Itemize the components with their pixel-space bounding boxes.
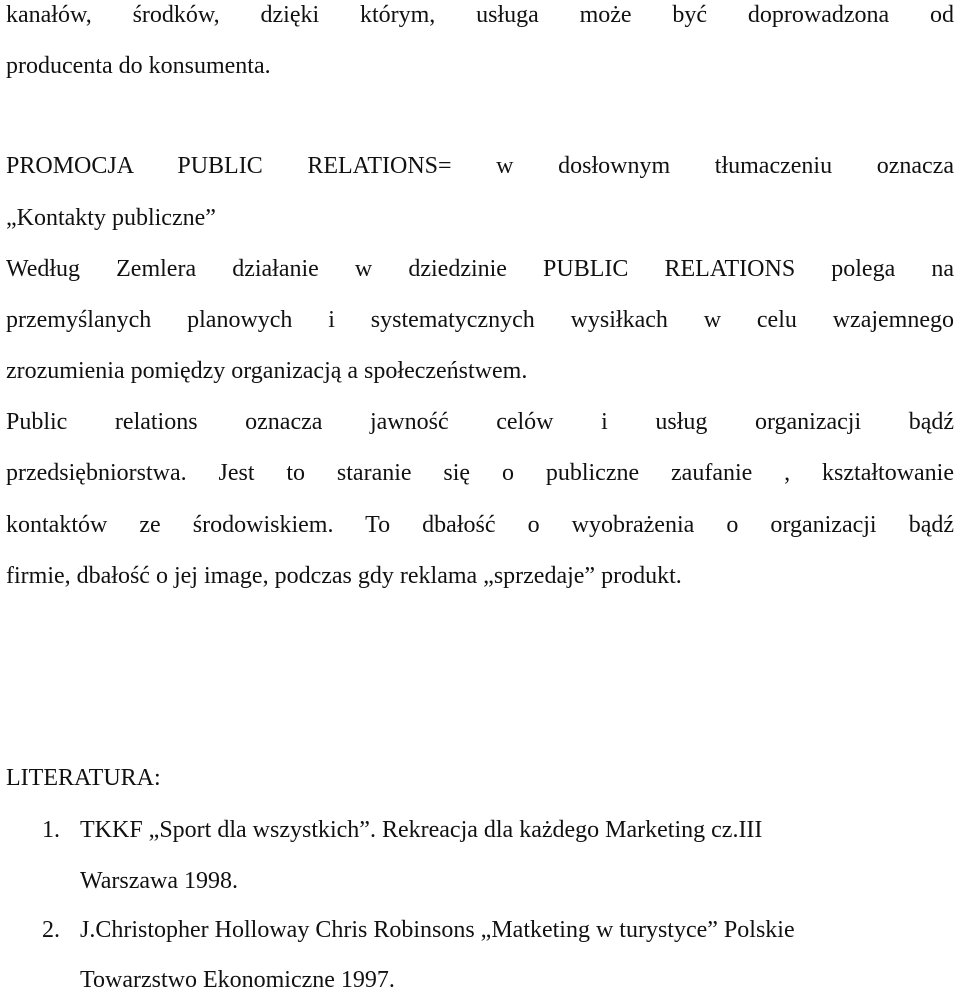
literature-item-number: 2. — [42, 917, 60, 943]
paragraph-line: Public relations oznacza jawność celów i usług organizacji bądź — [6, 409, 954, 435]
paragraph-line: Według Zemlera działanie w dziedzinie PUBLIC RELATIONS polega na — [6, 256, 954, 282]
paragraph-line: PROMOCJA PUBLIC RELATIONS= w dosłownym tłumaczeniu oznacza — [6, 153, 954, 179]
paragraph-line: kanałów, środków, dzięki którym, usługa może być doprowadzona od — [6, 2, 954, 28]
literature-item-line: TKKF „Sport dla wszystkich”. Rekreacja dla każdego Marketing cz.III — [80, 817, 763, 843]
literature-item-number: 1. — [42, 817, 60, 843]
paragraph-line: przedsiębniorstwa. Jest to staranie się o publiczne zaufanie , kształtowanie — [6, 460, 954, 486]
paragraph-line: kontaktów ze środowiskiem. To dbałość o wyobrażenia o organizacji bądź — [6, 512, 954, 538]
paragraph-line: „Kontakty publiczne” — [6, 205, 216, 231]
paragraph-line: zrozumienia pomiędzy organizacją a społeczeństwem. — [6, 358, 528, 384]
literature-item-line: Towarzstwo Ekonomiczne 1997. — [80, 967, 395, 993]
paragraph-line: producenta do konsumenta. — [6, 53, 271, 79]
paragraph-line: przemyślanych planowych i systematycznych wysiłkach w celu wzajemnego — [6, 307, 954, 333]
literature-heading: LITERATURA: — [6, 765, 161, 791]
literature-item-line: J.Christopher Holloway Chris Robinsons „Matketing w turystyce” Polskie — [80, 917, 795, 943]
paragraph-line: firmie, dbałość o jej image, podczas gdy reklama „sprzedaje” produkt. — [6, 563, 682, 589]
literature-item-line: Warszawa 1998. — [80, 868, 239, 894]
